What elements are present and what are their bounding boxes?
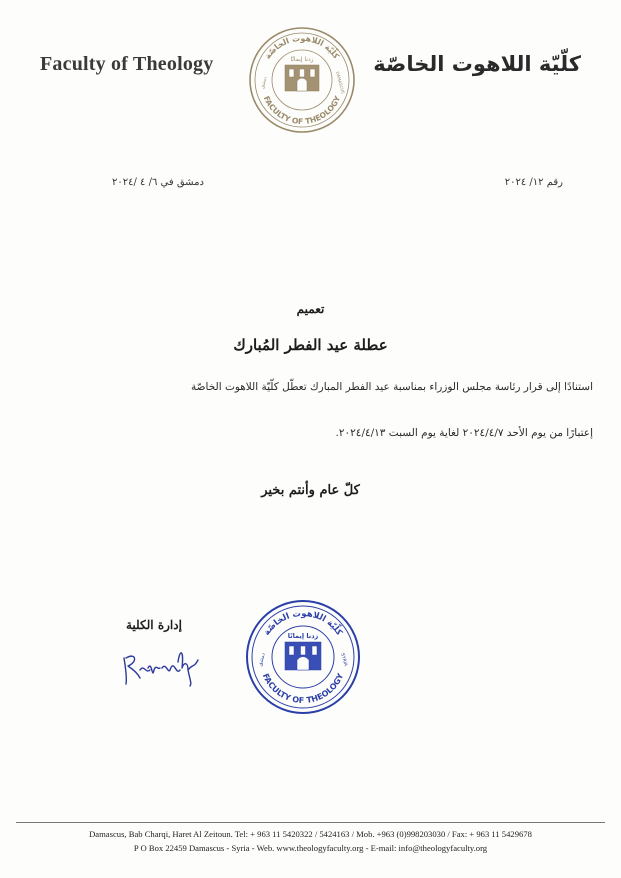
- stamp-city-english: SYRIA: [339, 652, 348, 667]
- logo-motto: زدنا إيمانًا: [290, 56, 314, 63]
- stamp-motto: زدنا إيمانًا: [287, 632, 319, 640]
- stamp-arabic-name: كلّيّة اللاهوت الخاصّة: [262, 608, 344, 638]
- footer-divider: [16, 822, 605, 823]
- greeting: كلّ عام وأنتم بخير: [261, 483, 360, 498]
- administration-label: إدارة الكلية: [126, 618, 182, 632]
- stamp-city-arabic: دمشق: [257, 652, 267, 668]
- subject-label: تعميم: [296, 302, 325, 316]
- body-line-1: استنادًا إلى قرار رئاسة مجلس الوزراء بمناسبة عيد الفطر المبارك تعطّل كلّيّة اللاهوت الخاصّة: [190, 381, 593, 393]
- body-line-2: إعتبارًا من يوم الأحد ٢٠٢٤/٤/٧ لغاية يوم السبت ٢٠٢٤/٤/١٣.: [335, 427, 593, 439]
- logo-city-english: DAMASCUS: [335, 70, 346, 95]
- svg-text:FACULTY OF THEOLOGY: [261, 672, 346, 705]
- stamp-english-name: FACULTY OF THEOLOGY: [260, 672, 346, 706]
- subject-title: عطلة عيد الفطر المُبارك: [233, 336, 388, 354]
- footer-address: Damascus, Bab Charqi, Haret Al Zeitoun. Tel: + 963 11 5420322 / 5424163 / Mob. +963 (0)998203030 / Fax: + 963 11 5429678: [89, 829, 532, 839]
- logo-english-name: FACULTY OF THEOLOGY: [261, 94, 343, 127]
- logo-city-arabic: دمشق: [260, 76, 269, 90]
- letter-date: دمشق في ٦/ ٤ /٢٠٢٤: [112, 177, 204, 188]
- reference-number: رقم ١٢/ ٢٠٢٤: [504, 177, 563, 188]
- footer-contact: P O Box 22459 Damascus - Syria - Web. www.theologyfaculty.org - E-mail: info@theologyfaculty.org: [133, 843, 488, 853]
- faculty-title-arabic: كلّيّة اللاهوت الخاصّة: [373, 52, 581, 76]
- faculty-seal-icon: [247, 25, 357, 135]
- faculty-stamp-icon: [244, 598, 362, 716]
- handwritten-signature-icon: [118, 640, 204, 688]
- faculty-title-english: Faculty of Theology: [40, 53, 214, 75]
- logo-arabic-name: كلّيّة اللاهوت الخاصّة: [263, 33, 341, 61]
